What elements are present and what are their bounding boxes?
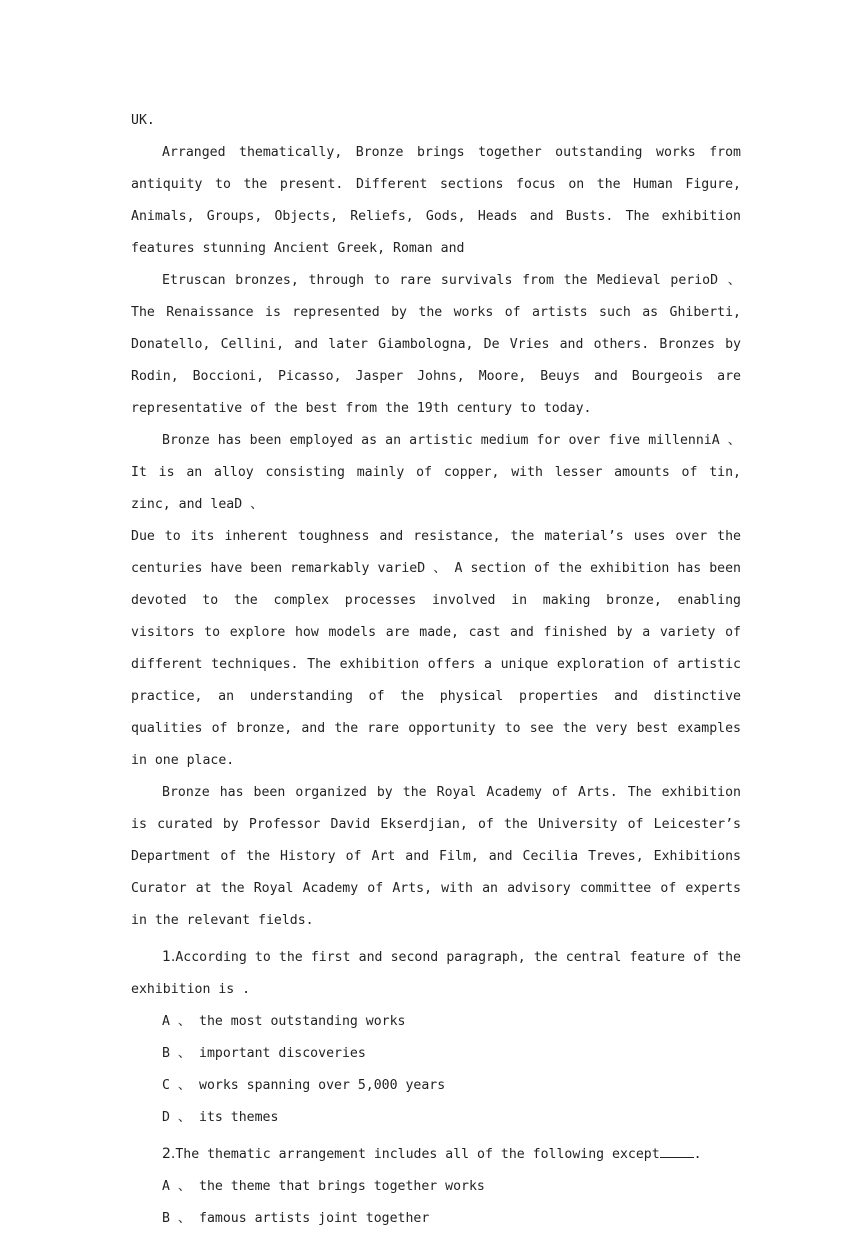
- question-number: 2.: [162, 1146, 176, 1162]
- option-letter: B 、: [162, 1211, 192, 1226]
- option-c[interactable]: [131, 1070, 741, 1102]
- paragraph-etruscan: Etruscan bronzes, through to rare survivals from the Medieval perioD 、 The Renaissance is represented by the works of artists such as Ghiberti, Donatello, Cellini, and later Giambologna, De Vries and others. Bronzes by Rodin, Boccioni, Picasso, Jasper Johns, Moore, Beuys and Bourgeois are representative of the best from the 19th century to today.: [131, 273, 741, 416]
- option-text: famous artists joint together: [199, 1211, 430, 1226]
- answer-blank: [660, 1143, 694, 1158]
- option-a[interactable]: [131, 1171, 741, 1203]
- option-b[interactable]: [131, 1203, 741, 1235]
- paragraph-arrangement: Arranged thematically, Bronze brings together outstanding works from antiquity to the present. Different sections focus on the Human Figure, Animals, Groups, Objects, Reliefs, Gods, Heads and Busts. The exhibition features stunning Ancient Greek, Roman and: [131, 145, 741, 256]
- option-letter: A 、: [162, 1179, 192, 1194]
- document-page: [131, 105, 741, 1235]
- paragraph-medium: Bronze has been employed as an artistic medium for over five millenniA 、 It is an alloy consisting mainly of copper, with lesser amounts of tin, zinc, and leaD 、: [131, 433, 741, 512]
- option-text: its themes: [199, 1110, 279, 1125]
- paragraph-organization: Bronze has been organized by the Royal Academy of Arts. The exhibition is curated by Professor David Ekserdjian, of the University of Leicester’s Department of the History of Art and Film, and Cecilia Treves, Exhibitions Curator at the Royal Academy of Arts, with an advisory committee of experts in the relevant fields.: [131, 785, 741, 928]
- question-stem: The thematic arrangement includes all of the following except: [175, 1147, 660, 1162]
- option-d[interactable]: [131, 1102, 741, 1134]
- option-letter: C 、: [162, 1078, 192, 1093]
- option-text: important discoveries: [199, 1046, 366, 1061]
- question-number: 1.: [162, 949, 176, 965]
- option-letter: A 、: [162, 1014, 192, 1029]
- question-stem: According to the first and second paragraph, the central feature of the exhibition is .: [131, 950, 741, 997]
- option-b[interactable]: [131, 1038, 741, 1070]
- paragraph-fragment: UK.: [131, 113, 155, 128]
- question-stem-end: .: [693, 1147, 702, 1162]
- question-2: [131, 1138, 741, 1171]
- option-letter: D 、: [162, 1110, 192, 1125]
- option-a[interactable]: [131, 1006, 741, 1038]
- question-1: [131, 941, 741, 1006]
- option-text: works spanning over 5,000 years: [199, 1078, 446, 1093]
- paragraph-uses: Due to its inherent toughness and resistance, the material’s uses over the centuries have been remarkably varieD 、 A section of the exhibition has been devoted to the complex processes involved in making bronze, enabling visitors to explore how models are made, cast and finished by a variety of different techniques. The exhibition offers a unique exploration of artistic practice, an understanding of the physical properties and distinctive qualities of bronze, and the rare opportunity to see the very best examples in one place.: [131, 529, 741, 768]
- option-letter: B 、: [162, 1046, 192, 1061]
- option-text: the most outstanding works: [199, 1014, 406, 1029]
- option-text: the theme that brings together works: [199, 1179, 485, 1194]
